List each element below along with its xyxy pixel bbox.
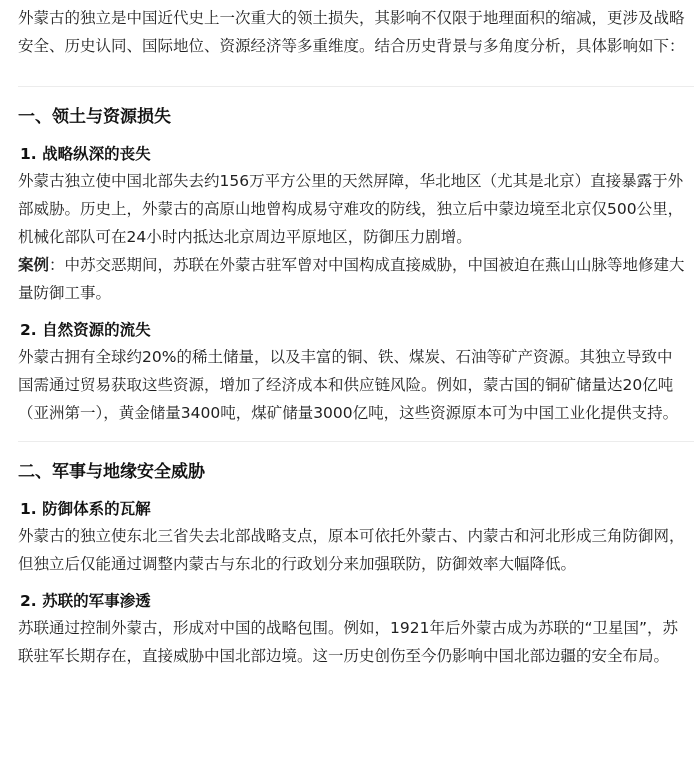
section-divider	[18, 86, 694, 87]
section-title-military: 二、军事与地缘安全威胁	[18, 462, 205, 482]
subsection-title-defense-system: 1. 防御体系的瓦解	[20, 500, 151, 518]
subsection-title-soviet-infiltration: 2. 苏联的军事渗透	[20, 592, 151, 610]
subsection-body-soviet-infiltration: 苏联通过控制外蒙古，形成对中国的战略包围。例如，1921年后外蒙古成为苏联的“卫星国”，苏联驻军长期存在，直接威胁中国北部边境。这一历史创伤至今仍影响中国北部边疆的安全布局。	[18, 619, 679, 665]
subsection-body-defense-system: 外蒙古的独立使东北三省失去北部战略支点，原本可依托外蒙古、内蒙古和河北形成三角防御网，但独立后仅能通过调整内蒙古与东北的行政划分来加强联防，防御效率大幅降低。	[18, 527, 685, 573]
section-divider	[18, 441, 694, 442]
subsection-title-natural-resources: 2. 自然资源的流失	[20, 321, 151, 339]
subsection-body-strategic-depth: 外蒙古独立使中国北部失去约156万平方公里的天然屏障，华北地区（尤其是北京）直接暴露于外部威胁。历史上，外蒙古的高原山地曾构成易守难攻的防线，独立后中蒙边境至北京仅500公里，机械化部队可在24小时内抵达北京周边平原地区，防御压力剧增。	[18, 172, 684, 246]
subsection-body-natural-resources: 外蒙古拥有全球约20%的稀土储量，以及丰富的铜、铁、煤炭、石油等矿产资源。其独立导致中国需通过贸易获取这些资源，增加了经济成本和供应链风险。例如，蒙古国的铜矿储量达20亿吨（亚洲第一），黄金储量3400吨，煤矿储量3000亿吨，这些资源原本可为中国工业化提供支持。	[18, 348, 679, 422]
case-label: 案例	[18, 256, 50, 274]
case-paragraph	[18, 251, 686, 307]
section-title-territory: 一、领土与资源损失	[18, 107, 171, 127]
case-text: ：中苏交恶期间，苏联在外蒙古驻军曾对中国构成直接威胁，中国被迫在燕山山脉等地修建大量防御工事。	[18, 256, 685, 302]
subsection-title-strategic-depth: 1. 战略纵深的丧失	[20, 145, 151, 163]
intro-paragraph: 外蒙古的独立是中国近代史上一次重大的领土损失，其影响不仅限于地理面积的缩减，更涉及战略安全、历史认同、国际地位、资源经济等多重维度。结合历史背景与多角度分析，具体影响如下：	[18, 9, 685, 55]
